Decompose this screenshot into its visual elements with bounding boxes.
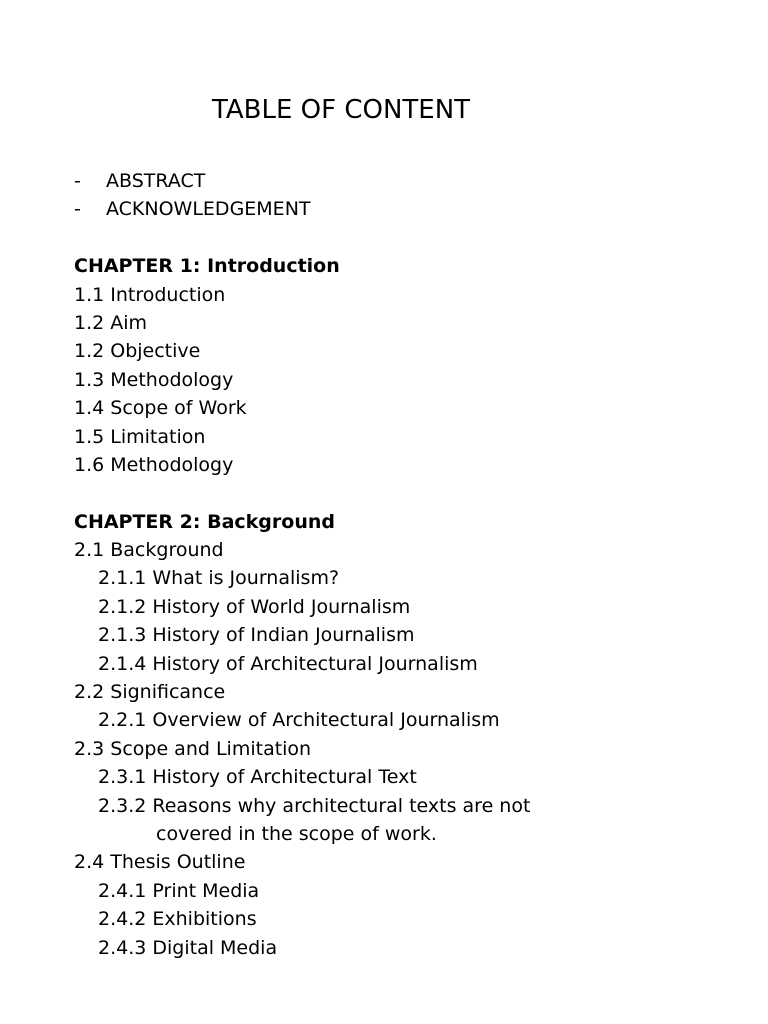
toc-item: 1.3 Methodology [74, 368, 234, 391]
toc-item: 1.2 Objective [74, 340, 201, 363]
toc-subitem: 2.4.3 Digital Media [98, 936, 278, 959]
toc-item: 2.2 Significance [74, 681, 226, 704]
toc-item: 2.1 Background [74, 539, 224, 562]
toc-subitem: 2.4.1 Print Media [98, 879, 260, 902]
toc-subitem: 2.1.1 What is Journalism? [98, 567, 340, 590]
list-dash: - [74, 170, 81, 192]
toc-item-label: ACKNOWLEDGEMENT [106, 198, 311, 221]
toc-item-abstract [74, 167, 754, 195]
spacer [74, 224, 754, 252]
toc-item: 1.6 Methodology [74, 453, 234, 476]
chapter-2-heading: CHAPTER 2: Background [74, 510, 335, 533]
page-title: TABLE OF CONTENT [212, 95, 471, 125]
toc-item-acknowledgement [74, 195, 754, 223]
toc-subitem: 2.1.2 History of World Journalism [98, 595, 411, 618]
toc-subitem-continuation: covered in the scope of work. [156, 822, 437, 845]
toc-subitem: 2.1.4 History of Architectural Journalism [98, 652, 478, 675]
toc-item: 2.4 Thesis Outline [74, 851, 246, 874]
toc-subitem: 2.3.1 History of Architectural Text [98, 766, 417, 789]
toc-item-label: ABSTRACT [106, 170, 206, 192]
toc-item: 1.2 Aim [74, 311, 148, 334]
chapter-1-heading: CHAPTER 1: Introduction [74, 255, 340, 278]
table-of-contents [74, 167, 754, 962]
toc-subitem: 2.3.2 Reasons why architectural texts are not [98, 794, 531, 817]
toc-item: 1.1 Introduction [74, 283, 226, 306]
toc-item: 1.5 Limitation [74, 425, 206, 448]
toc-subitem: 2.2.1 Overview of Architectural Journalism [98, 709, 500, 732]
toc-subitem: 2.1.3 History of Indian Journalism [98, 624, 415, 647]
toc-subitem: 2.4.2 Exhibitions [98, 908, 257, 931]
list-dash: - [74, 198, 81, 221]
toc-item: 2.3 Scope and Limitation [74, 737, 312, 760]
spacer [74, 479, 754, 507]
toc-item: 1.4 Scope of Work [74, 397, 247, 420]
